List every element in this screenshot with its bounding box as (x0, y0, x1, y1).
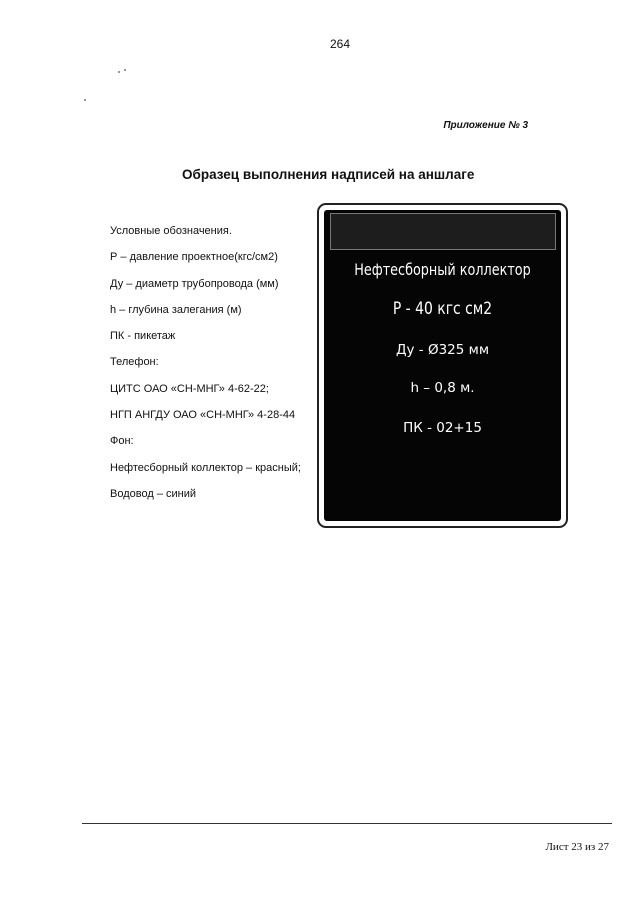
sign-line-pressure: Р - 40 кгс см2 (392, 299, 493, 319)
sign-line-picket: ПК - 02+15 (403, 420, 482, 436)
page-number: 264 (329, 37, 351, 51)
legend-item-picket: ПК - пикетаж (110, 330, 176, 343)
footer-rule (82, 823, 612, 824)
sign-line-name: Нефтесборный коллектор (354, 260, 531, 279)
scan-speck (84, 99, 86, 101)
legend-phone-ngp: НГП АНГДУ ОАО «СН-МНГ» 4-28-44 (110, 409, 296, 422)
sheet-number: Лист 23 из 27 (545, 841, 609, 853)
legend-phone-heading: Телефон: (110, 356, 159, 369)
legend-background-collector: Нефтесборный коллектор – красный; (110, 461, 301, 474)
sign-line-diameter: Ду - Ø325 мм (395, 342, 490, 358)
legend-phone-cits: ЦИТС ОАО «СН-МНГ» 4-62-22; (110, 382, 269, 395)
legend-block (110, 218, 301, 507)
legend-item-depth: h – глубина залегания (м) (110, 303, 242, 316)
sign-line-depth: h – 0,8 м. (410, 380, 475, 396)
legend-background-water: Водовод – синий (110, 487, 197, 500)
sign-panel (324, 210, 561, 521)
appendix-label: Приложение № 3 (443, 120, 528, 131)
sign-sample (317, 203, 568, 528)
scan-speck (124, 69, 126, 71)
sign-top-band (330, 213, 556, 250)
legend-background-heading: Фон: (110, 435, 134, 448)
document-title: Образец выполнения надписей на аншлаге (182, 167, 475, 182)
legend-heading: Условные обозначения. (110, 225, 232, 237)
legend-item-diameter: Ду – диаметр трубопровода (мм) (110, 277, 279, 290)
legend-item-pressure: Р – давление проектное(кгс/см2) (110, 251, 278, 264)
scan-speck (118, 71, 120, 73)
